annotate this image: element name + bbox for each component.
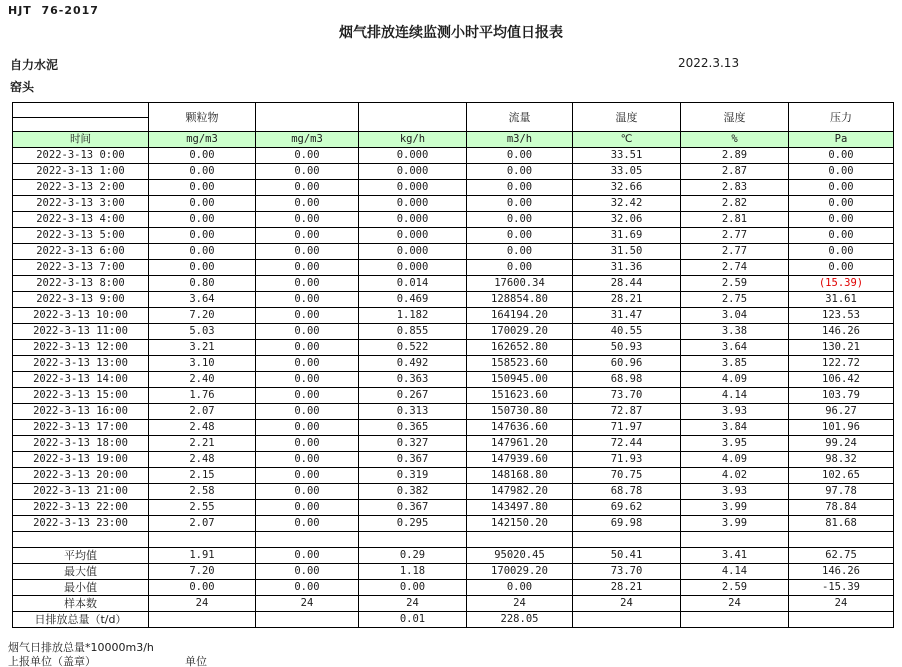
value-cell: 3.85 (681, 356, 789, 372)
value-cell: 0.367 (359, 500, 467, 516)
value-cell: 3.10 (149, 356, 256, 372)
value-cell: 2.48 (149, 452, 256, 468)
summary-value-cell: 7.20 (149, 564, 256, 580)
value-cell: 31.47 (573, 308, 681, 324)
value-cell: 0.00 (467, 228, 573, 244)
value-cell: 0.000 (359, 148, 467, 164)
value-cell: 106.42 (789, 372, 894, 388)
summary-value-cell: 24 (467, 596, 573, 612)
unit-mgm3-1: mg/m3 (149, 132, 256, 148)
value-cell: 147636.60 (467, 420, 573, 436)
table-row (13, 244, 894, 260)
value-cell: 0.00 (256, 276, 359, 292)
unit-celsius: ℃ (573, 132, 681, 148)
time-cell: 2022-3-13 13:00 (13, 356, 149, 372)
value-cell: 0.000 (359, 164, 467, 180)
value-cell: 50.93 (573, 340, 681, 356)
summary-value-cell (256, 612, 359, 628)
table-row (13, 164, 894, 180)
value-cell: 0.00 (789, 244, 894, 260)
footer-reporting-unit-label: 上报单位（盖章） (8, 655, 96, 667)
summary-row (13, 548, 894, 564)
value-cell: 0.382 (359, 484, 467, 500)
time-cell: 2022-3-13 22:00 (13, 500, 149, 516)
summary-value-cell: 24 (256, 596, 359, 612)
summary-value-cell: 0.01 (359, 612, 467, 628)
value-cell: 0.855 (359, 324, 467, 340)
table-row (13, 420, 894, 436)
value-cell: 150945.00 (467, 372, 573, 388)
value-cell: 0.365 (359, 420, 467, 436)
table-row (13, 180, 894, 196)
value-cell: 0.00 (256, 484, 359, 500)
header-temperature: 温度 (573, 103, 681, 132)
unit-pa: Pa (789, 132, 894, 148)
value-cell: 0.00 (149, 148, 256, 164)
time-cell: 2022-3-13 2:00 (13, 180, 149, 196)
summary-value-cell: 24 (681, 596, 789, 612)
summary-value-cell: 0.00 (256, 548, 359, 564)
table-row (13, 148, 894, 164)
value-cell: 1.76 (149, 388, 256, 404)
summary-value-cell: 1.18 (359, 564, 467, 580)
footer-total-flow-note: 烟气日排放总量*10000m3/h (8, 641, 154, 654)
value-cell: 0.319 (359, 468, 467, 484)
summary-value-cell: 73.70 (573, 564, 681, 580)
value-cell: 2.77 (681, 228, 789, 244)
time-cell: 2022-3-13 9:00 (13, 292, 149, 308)
value-cell: 0.80 (149, 276, 256, 292)
value-cell: 60.96 (573, 356, 681, 372)
summary-value-cell: 170029.20 (467, 564, 573, 580)
company-name: 自力水泥 (10, 58, 59, 72)
value-cell: 0.00 (256, 500, 359, 516)
value-cell: 170029.20 (467, 324, 573, 340)
value-cell: 0.00 (256, 324, 359, 340)
value-cell: 3.95 (681, 436, 789, 452)
value-cell: 0.327 (359, 436, 467, 452)
summary-row (13, 580, 894, 596)
summary-value-cell: -15.39 (789, 580, 894, 596)
summary-rows (13, 548, 894, 628)
value-cell: 0.00 (256, 196, 359, 212)
value-cell: 5.03 (149, 324, 256, 340)
table-row (13, 356, 894, 372)
value-cell: 0.469 (359, 292, 467, 308)
table-row (13, 228, 894, 244)
value-cell: 2.15 (149, 468, 256, 484)
value-cell: 0.00 (149, 228, 256, 244)
value-cell: 123.53 (789, 308, 894, 324)
spacer-row (13, 532, 894, 548)
value-cell: 2.75 (681, 292, 789, 308)
value-cell: 4.14 (681, 388, 789, 404)
value-cell: 28.44 (573, 276, 681, 292)
value-cell: 0.00 (467, 212, 573, 228)
value-cell: 68.78 (573, 484, 681, 500)
value-cell: 0.00 (149, 260, 256, 276)
value-cell: 151623.60 (467, 388, 573, 404)
value-cell: 0.00 (789, 228, 894, 244)
table-row (13, 260, 894, 276)
value-cell: 98.32 (789, 452, 894, 468)
summary-value-cell (789, 612, 894, 628)
value-cell: 4.09 (681, 372, 789, 388)
value-cell: 2.55 (149, 500, 256, 516)
value-cell: 0.313 (359, 404, 467, 420)
time-cell: 2022-3-13 19:00 (13, 452, 149, 468)
value-cell: 143497.80 (467, 500, 573, 516)
time-cell: 2022-3-13 15:00 (13, 388, 149, 404)
value-cell: 0.00 (149, 164, 256, 180)
standard-code: HJT 76-2017 (8, 4, 99, 17)
value-cell: 78.84 (789, 500, 894, 516)
value-cell: 2.81 (681, 212, 789, 228)
header-empty-col4 (359, 103, 467, 132)
header-time: 时间 (13, 132, 149, 148)
time-cell: 2022-3-13 21:00 (13, 484, 149, 500)
value-cell: 32.06 (573, 212, 681, 228)
table-row (13, 452, 894, 468)
table-row (13, 500, 894, 516)
value-cell: 71.93 (573, 452, 681, 468)
summary-label: 最大值 (13, 564, 149, 580)
summary-value-cell: 1.91 (149, 548, 256, 564)
summary-value-cell: 0.00 (256, 564, 359, 580)
summary-row (13, 596, 894, 612)
time-cell: 2022-3-13 12:00 (13, 340, 149, 356)
header-pressure: 压力 (789, 103, 894, 132)
value-cell: 2.74 (681, 260, 789, 276)
value-cell: 81.68 (789, 516, 894, 532)
value-cell: 2.48 (149, 420, 256, 436)
value-cell: 3.99 (681, 516, 789, 532)
value-cell: 97.78 (789, 484, 894, 500)
summary-value-cell: 228.05 (467, 612, 573, 628)
time-cell: 2022-3-13 3:00 (13, 196, 149, 212)
table-row (13, 516, 894, 532)
value-cell: 72.87 (573, 404, 681, 420)
units-row (13, 132, 894, 148)
summary-label: 样本数 (13, 596, 149, 612)
value-cell: (15.39) (789, 276, 894, 292)
value-cell: 0.000 (359, 228, 467, 244)
summary-label: 日排放总量（t/d） (13, 612, 149, 628)
value-cell: 0.00 (789, 260, 894, 276)
value-cell: 70.75 (573, 468, 681, 484)
summary-value-cell: 2.59 (681, 580, 789, 596)
value-cell: 0.00 (149, 212, 256, 228)
time-cell: 2022-3-13 16:00 (13, 404, 149, 420)
value-cell: 0.00 (256, 244, 359, 260)
value-cell: 2.07 (149, 404, 256, 420)
value-cell: 0.00 (256, 436, 359, 452)
value-cell: 0.00 (467, 180, 573, 196)
value-cell: 2.21 (149, 436, 256, 452)
value-cell: 0.00 (256, 308, 359, 324)
value-cell: 4.02 (681, 468, 789, 484)
value-cell: 0.00 (467, 148, 573, 164)
value-cell: 0.000 (359, 212, 467, 228)
value-cell: 0.00 (256, 164, 359, 180)
value-cell: 3.64 (681, 340, 789, 356)
table-row (13, 196, 894, 212)
value-cell: 33.51 (573, 148, 681, 164)
value-cell: 99.24 (789, 436, 894, 452)
value-cell: 28.21 (573, 292, 681, 308)
value-cell: 101.96 (789, 420, 894, 436)
value-cell: 2.82 (681, 196, 789, 212)
summary-value-cell: 0.00 (467, 580, 573, 596)
header-empty-bottom (13, 118, 149, 132)
value-cell: 68.98 (573, 372, 681, 388)
summary-value-cell: 95020.45 (467, 548, 573, 564)
value-cell: 2.59 (681, 276, 789, 292)
summary-value-cell: 146.26 (789, 564, 894, 580)
value-cell: 0.00 (256, 356, 359, 372)
value-cell: 0.00 (789, 212, 894, 228)
summary-label: 平均值 (13, 548, 149, 564)
summary-label: 最小值 (13, 580, 149, 596)
data-rows (13, 148, 894, 532)
table-row (13, 484, 894, 500)
table-row (13, 212, 894, 228)
value-cell: 164194.20 (467, 308, 573, 324)
value-cell: 0.014 (359, 276, 467, 292)
summary-value-cell (573, 612, 681, 628)
value-cell: 0.00 (789, 148, 894, 164)
value-cell: 150730.80 (467, 404, 573, 420)
monitoring-point-name: 窑头 (10, 80, 35, 94)
value-cell: 0.00 (789, 196, 894, 212)
value-cell: 0.00 (789, 180, 894, 196)
group-header-row (13, 103, 894, 118)
value-cell: 2.40 (149, 372, 256, 388)
time-cell: 2022-3-13 1:00 (13, 164, 149, 180)
value-cell: 0.00 (467, 244, 573, 260)
summary-value-cell: 0.00 (256, 580, 359, 596)
time-cell: 2022-3-13 14:00 (13, 372, 149, 388)
page-title: 烟气排放连续监测小时平均值日报表 (339, 25, 563, 41)
value-cell: 2.77 (681, 244, 789, 260)
value-cell: 31.69 (573, 228, 681, 244)
value-cell: 96.27 (789, 404, 894, 420)
summary-row (13, 564, 894, 580)
time-cell: 2022-3-13 17:00 (13, 420, 149, 436)
header-flow: 流量 (467, 103, 573, 132)
summary-value-cell: 24 (149, 596, 256, 612)
summary-value-cell (681, 612, 789, 628)
value-cell: 3.93 (681, 484, 789, 500)
value-cell: 2.58 (149, 484, 256, 500)
time-cell: 2022-3-13 10:00 (13, 308, 149, 324)
table-row (13, 372, 894, 388)
value-cell: 17600.34 (467, 276, 573, 292)
value-cell: 162652.80 (467, 340, 573, 356)
value-cell: 3.84 (681, 420, 789, 436)
value-cell: 103.79 (789, 388, 894, 404)
value-cell: 0.00 (256, 292, 359, 308)
value-cell: 4.09 (681, 452, 789, 468)
value-cell: 69.62 (573, 500, 681, 516)
value-cell: 3.21 (149, 340, 256, 356)
value-cell: 0.00 (256, 468, 359, 484)
table-row (13, 324, 894, 340)
value-cell: 0.00 (467, 260, 573, 276)
report-date: 2022.3.13 (678, 56, 740, 70)
value-cell: 33.05 (573, 164, 681, 180)
value-cell: 0.00 (256, 340, 359, 356)
unit-kgh: kg/h (359, 132, 467, 148)
value-cell: 0.295 (359, 516, 467, 532)
time-cell: 2022-3-13 4:00 (13, 212, 149, 228)
summary-value-cell: 28.21 (573, 580, 681, 596)
value-cell: 0.00 (256, 212, 359, 228)
value-cell: 1.182 (359, 308, 467, 324)
footer-unit-label: 单位 (185, 655, 207, 667)
value-cell: 0.00 (149, 196, 256, 212)
value-cell: 130.21 (789, 340, 894, 356)
summary-value-cell: 4.14 (681, 564, 789, 580)
value-cell: 3.04 (681, 308, 789, 324)
unit-percent: % (681, 132, 789, 148)
summary-value-cell: 0.00 (359, 580, 467, 596)
value-cell: 31.61 (789, 292, 894, 308)
table-row (13, 404, 894, 420)
table-row (13, 468, 894, 484)
summary-value-cell: 62.75 (789, 548, 894, 564)
summary-row (13, 612, 894, 628)
summary-value-cell: 0.00 (149, 580, 256, 596)
value-cell: 0.492 (359, 356, 467, 372)
summary-value-cell: 3.41 (681, 548, 789, 564)
hourly-average-table (12, 102, 894, 628)
value-cell: 71.97 (573, 420, 681, 436)
value-cell: 0.00 (256, 372, 359, 388)
summary-value-cell: 24 (789, 596, 894, 612)
header-empty-top (13, 103, 149, 118)
unit-m3h: m3/h (467, 132, 573, 148)
value-cell: 0.000 (359, 244, 467, 260)
value-cell: 0.367 (359, 452, 467, 468)
value-cell: 0.00 (149, 244, 256, 260)
value-cell: 0.00 (256, 420, 359, 436)
value-cell: 3.99 (681, 500, 789, 516)
value-cell: 0.00 (256, 260, 359, 276)
value-cell: 158523.60 (467, 356, 573, 372)
value-cell: 102.65 (789, 468, 894, 484)
value-cell: 0.000 (359, 180, 467, 196)
value-cell: 32.42 (573, 196, 681, 212)
header-empty-col3 (256, 103, 359, 132)
value-cell: 72.44 (573, 436, 681, 452)
value-cell: 2.07 (149, 516, 256, 532)
summary-value-cell: 24 (573, 596, 681, 612)
header-humidity: 湿度 (681, 103, 789, 132)
table-row (13, 436, 894, 452)
time-cell: 2022-3-13 7:00 (13, 260, 149, 276)
value-cell: 7.20 (149, 308, 256, 324)
value-cell: 3.38 (681, 324, 789, 340)
value-cell: 31.36 (573, 260, 681, 276)
value-cell: 0.000 (359, 260, 467, 276)
unit-mgm3-2: mg/m3 (256, 132, 359, 148)
value-cell: 0.00 (256, 404, 359, 420)
table-row (13, 340, 894, 356)
value-cell: 147982.20 (467, 484, 573, 500)
value-cell: 0.00 (256, 452, 359, 468)
time-cell: 2022-3-13 0:00 (13, 148, 149, 164)
time-cell: 2022-3-13 11:00 (13, 324, 149, 340)
value-cell: 146.26 (789, 324, 894, 340)
summary-value-cell: 24 (359, 596, 467, 612)
value-cell: 122.72 (789, 356, 894, 372)
value-cell: 2.89 (681, 148, 789, 164)
table-row (13, 308, 894, 324)
value-cell: 3.64 (149, 292, 256, 308)
value-cell: 0.00 (789, 164, 894, 180)
value-cell: 142150.20 (467, 516, 573, 532)
summary-value-cell: 0.29 (359, 548, 467, 564)
value-cell: 0.267 (359, 388, 467, 404)
value-cell: 0.00 (256, 228, 359, 244)
value-cell: 0.000 (359, 196, 467, 212)
value-cell: 0.00 (149, 180, 256, 196)
time-cell: 2022-3-13 6:00 (13, 244, 149, 260)
header-particulate: 颗粒物 (149, 103, 256, 132)
summary-value-cell: 50.41 (573, 548, 681, 564)
value-cell: 147939.60 (467, 452, 573, 468)
value-cell: 2.83 (681, 180, 789, 196)
table-row (13, 292, 894, 308)
time-cell: 2022-3-13 23:00 (13, 516, 149, 532)
table-row (13, 276, 894, 292)
value-cell: 0.00 (256, 516, 359, 532)
value-cell: 0.522 (359, 340, 467, 356)
time-cell: 2022-3-13 8:00 (13, 276, 149, 292)
value-cell: 40.55 (573, 324, 681, 340)
value-cell: 69.98 (573, 516, 681, 532)
value-cell: 0.00 (467, 196, 573, 212)
value-cell: 0.00 (256, 148, 359, 164)
value-cell: 2.87 (681, 164, 789, 180)
time-cell: 2022-3-13 18:00 (13, 436, 149, 452)
value-cell: 31.50 (573, 244, 681, 260)
value-cell: 73.70 (573, 388, 681, 404)
summary-value-cell (149, 612, 256, 628)
value-cell: 32.66 (573, 180, 681, 196)
table-row (13, 388, 894, 404)
value-cell: 3.93 (681, 404, 789, 420)
value-cell: 147961.20 (467, 436, 573, 452)
value-cell: 0.00 (256, 388, 359, 404)
time-cell: 2022-3-13 20:00 (13, 468, 149, 484)
value-cell: 148168.80 (467, 468, 573, 484)
value-cell: 0.00 (256, 180, 359, 196)
value-cell: 128854.80 (467, 292, 573, 308)
time-cell: 2022-3-13 5:00 (13, 228, 149, 244)
value-cell: 0.363 (359, 372, 467, 388)
value-cell: 0.00 (467, 164, 573, 180)
